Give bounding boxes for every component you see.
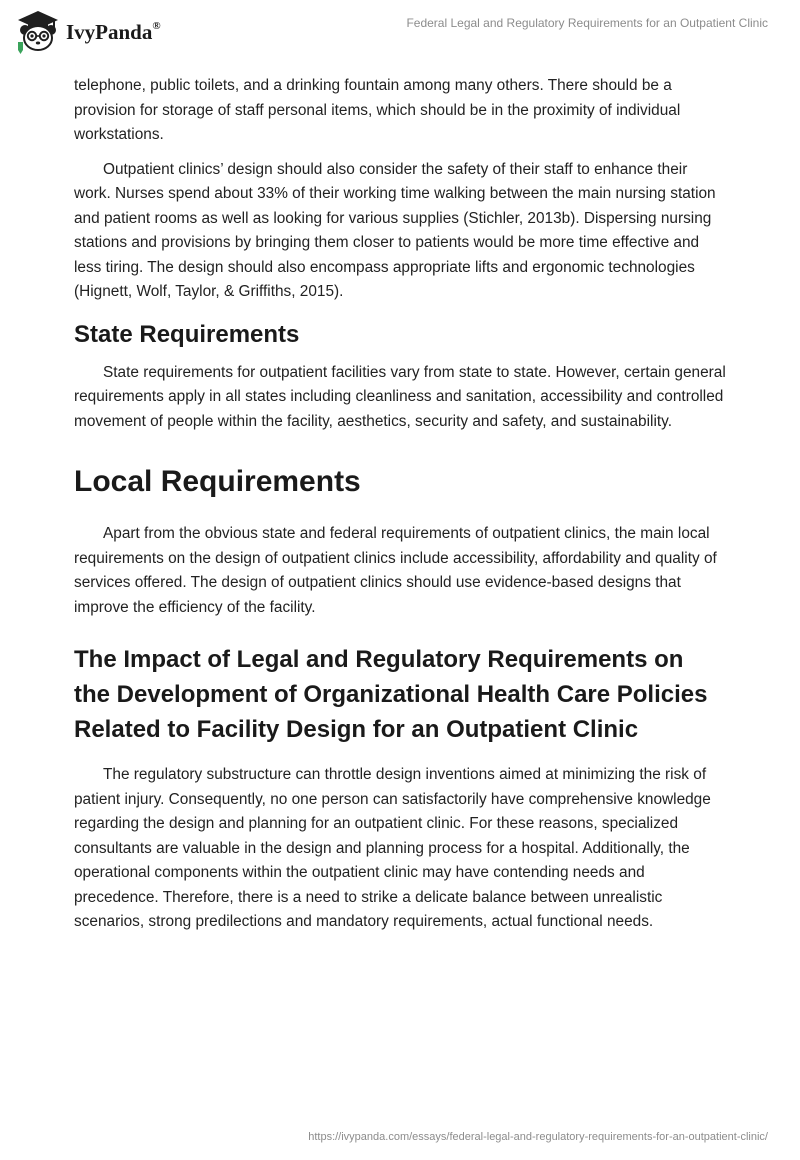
brand-logo[interactable] <box>14 8 161 54</box>
heading-impact: The Impact of Legal and Regulatory Requirements on the Development of Organizational Health Care Policies Related to Facility Design for an Outpatient Clinic <box>74 646 708 743</box>
source-url-link[interactable]: https://ivypanda.com/essays/federal-legal-and-regulatory-requirements-for-an-outpatient-clinic/ <box>308 1131 768 1143</box>
heading-local-requirements: Local Requirements <box>74 465 361 498</box>
page-header <box>0 0 800 66</box>
paragraph-local-requirements: Apart from the obvious state and federal requirements of outpatient clinics, the main local requirements on the design of outpatient clinics include accessibility, affordability and quality of services offered. The design of outpatient clinics should use evidence-based designs that improve the efficiency of the facility. <box>74 525 717 616</box>
heading-state-requirements: State Requirements <box>74 320 300 348</box>
paragraph-state-requirements: State requirements for outpatient facilities vary from state to state. However, certain general requirements apply in all states including cleanliness and sanitation, accessibility and controlled movement of people within the facility, aesthetics, security and safety, and sustainability. <box>74 363 726 430</box>
brand-name: IvyPanda® <box>66 19 161 44</box>
paragraph-impact: The regulatory substructure can throttle design inventions aimed at minimizing the risk of patient injury. Consequently, no one person can satisfactorily have comprehensive knowledge regarding the design and planning for an outpatient clinic. For these reasons, specialized consultants are valuable in the design and planning process for a hospital. Additionally, the operational components within the outpatient clinic may have contending needs and precedence. Therefore, there is a need to strike a delicate balance between unrealistic scenarios, strong predilections and mandatory requirements, actual functional needs. <box>74 766 711 930</box>
document-title: Federal Legal and Regulatory Requirements for an Outpatient Clinic <box>406 16 768 30</box>
paragraph-continued: telephone, public toilets, and a drinking fountain among many others. There should be a provision for storage of staff personal items, which should be in the proximity of individual workstations. <box>74 77 681 143</box>
paragraph-staff-safety: Outpatient clinics’ design should also consider the safety of their staff to enhance their work. Nurses spend about 33% of their working time walking between the main nursing station and patient rooms as well as looking for various supplies (Stichler, 2013b). Dispersing nursing stations and provisions by bringing them closer to patients would be more time effective and less tiring. The design should also encompass appropriate lifts and ergonomic technologies (Hignett, Wolf, Taylor, & Griffiths, 2015). <box>74 160 716 300</box>
panda-graduate-icon <box>14 8 62 54</box>
article-body <box>74 74 726 945</box>
